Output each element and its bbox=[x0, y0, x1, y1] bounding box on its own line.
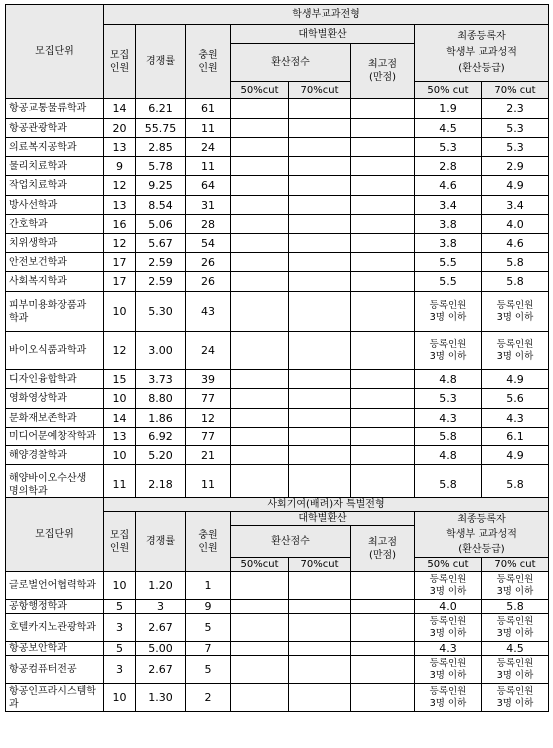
fill-value: 77 bbox=[186, 389, 231, 409]
max-score-cell bbox=[351, 600, 415, 614]
grade50-value: 5.5 bbox=[415, 272, 482, 292]
ratio-value: 9.25 bbox=[136, 176, 186, 196]
quota-value: 13 bbox=[104, 196, 136, 215]
fill-value: 43 bbox=[186, 292, 231, 332]
cut50-cell bbox=[231, 614, 289, 642]
unit-name: 작업치료학과 bbox=[6, 176, 104, 196]
grade50-value: 3.8 bbox=[415, 215, 482, 234]
cut50-cell bbox=[231, 99, 289, 119]
unit-name: 방사선학과 bbox=[6, 196, 104, 215]
unit-name: 해양경찰학과 bbox=[6, 446, 104, 465]
max-score-cell bbox=[351, 292, 415, 332]
unit-name: 안전보건학과 bbox=[6, 253, 104, 272]
cut50-cell bbox=[231, 157, 289, 176]
grade70-value: 5.8 bbox=[482, 272, 549, 292]
quota-value: 10 bbox=[104, 446, 136, 465]
fill-value: 5 bbox=[186, 614, 231, 642]
col-header-unit: 모집단위 bbox=[6, 5, 104, 99]
table-row bbox=[6, 99, 549, 119]
unit-name: 치위생학과 bbox=[6, 234, 104, 253]
cut50-header: 50%cut bbox=[231, 558, 289, 572]
col-header-fill: 충원 인원 bbox=[186, 512, 231, 572]
cut70-cell bbox=[289, 600, 351, 614]
ratio-value: 1.86 bbox=[136, 409, 186, 428]
fill-value: 31 bbox=[186, 196, 231, 215]
cut70-cell bbox=[289, 253, 351, 272]
grade70-value: 등록인원 3명 이하 bbox=[482, 572, 549, 600]
grade70-value: 5.8 bbox=[482, 600, 549, 614]
quota-value: 3 bbox=[104, 614, 136, 642]
cut70-cell bbox=[289, 446, 351, 465]
unit-name: 해양바이오수산생 명의학과 bbox=[6, 465, 104, 505]
cut50-cell bbox=[231, 234, 289, 253]
quota-value: 12 bbox=[104, 332, 136, 370]
admission-table-general bbox=[5, 4, 549, 505]
table-row bbox=[6, 370, 549, 389]
cut70-cell bbox=[289, 176, 351, 196]
unit-name: 공항행정학과 bbox=[6, 600, 104, 614]
cut50-cell bbox=[231, 600, 289, 614]
cut50-cell bbox=[231, 272, 289, 292]
quota-value: 14 bbox=[104, 99, 136, 119]
cut50-cell bbox=[231, 119, 289, 138]
final-registrant-header: 최종등록자 학생부 교과성적 (환산등급) bbox=[415, 512, 549, 558]
cut50-cell bbox=[231, 642, 289, 656]
grade70-value: 등록인원 3명 이하 bbox=[482, 292, 549, 332]
group-title: 사회기여(배려)자 특별전형 bbox=[104, 498, 549, 512]
ratio-value: 3.00 bbox=[136, 332, 186, 370]
grade70-value: 2.9 bbox=[482, 157, 549, 176]
cut70-cell bbox=[289, 196, 351, 215]
max-score-cell bbox=[351, 684, 415, 712]
cut70-cell bbox=[289, 119, 351, 138]
quota-value: 12 bbox=[104, 176, 136, 196]
quota-value: 20 bbox=[104, 119, 136, 138]
unit-name: 미디어문예창작학과 bbox=[6, 428, 104, 446]
grade50-header: 50% cut bbox=[415, 82, 482, 99]
quota-value: 13 bbox=[104, 138, 136, 157]
cut70-header: 70%cut bbox=[289, 82, 351, 99]
max-score-cell bbox=[351, 389, 415, 409]
col-header-unit: 모집단위 bbox=[6, 498, 104, 572]
grade70-value: 5.6 bbox=[482, 389, 549, 409]
ratio-value: 8.54 bbox=[136, 196, 186, 215]
grade70-value: 5.3 bbox=[482, 138, 549, 157]
unit-name: 항공컴퓨터전공 bbox=[6, 656, 104, 684]
unit-name: 의료복지공학과 bbox=[6, 138, 104, 157]
quota-value: 15 bbox=[104, 370, 136, 389]
cut50-cell bbox=[231, 138, 289, 157]
quota-value: 16 bbox=[104, 215, 136, 234]
fill-value: 61 bbox=[186, 99, 231, 119]
ratio-value: 3 bbox=[136, 600, 186, 614]
grade70-value: 5.3 bbox=[482, 119, 549, 138]
grade50-value: 4.8 bbox=[415, 446, 482, 465]
max-score-cell bbox=[351, 253, 415, 272]
max-score-cell bbox=[351, 446, 415, 465]
univ-conversion-header: 대학별환산 bbox=[231, 512, 415, 526]
quota-value: 10 bbox=[104, 572, 136, 600]
quota-value: 14 bbox=[104, 409, 136, 428]
cut50-cell bbox=[231, 389, 289, 409]
ratio-value: 6.92 bbox=[136, 428, 186, 446]
fill-value: 2 bbox=[186, 684, 231, 712]
final-registrant-header: 최종등록자 학생부 교과성적 (환산등급) bbox=[415, 25, 549, 82]
table-row bbox=[6, 332, 549, 370]
grade50-value: 5.3 bbox=[415, 389, 482, 409]
conversion-score-header: 환산점수 bbox=[231, 526, 351, 558]
fill-value: 64 bbox=[186, 176, 231, 196]
grade50-value: 4.3 bbox=[415, 409, 482, 428]
fill-value: 11 bbox=[186, 157, 231, 176]
quota-value: 5 bbox=[104, 600, 136, 614]
grade70-value: 4.0 bbox=[482, 215, 549, 234]
unit-name: 사회복지학과 bbox=[6, 272, 104, 292]
ratio-value: 5.30 bbox=[136, 292, 186, 332]
table-row bbox=[6, 642, 549, 656]
table-row bbox=[6, 684, 549, 712]
fill-value: 21 bbox=[186, 446, 231, 465]
fill-value: 5 bbox=[186, 656, 231, 684]
table-row bbox=[6, 446, 549, 465]
unit-name: 디자인융합학과 bbox=[6, 370, 104, 389]
cut70-cell bbox=[289, 684, 351, 712]
grade50-value: 등록인원 3명 이하 bbox=[415, 614, 482, 642]
max-score-cell bbox=[351, 409, 415, 428]
max-score-cell bbox=[351, 642, 415, 656]
cut70-header: 70%cut bbox=[289, 558, 351, 572]
ratio-value: 8.80 bbox=[136, 389, 186, 409]
grade50-value: 등록인원 3명 이하 bbox=[415, 332, 482, 370]
grade70-value: 등록인원 3명 이하 bbox=[482, 684, 549, 712]
ratio-value: 2.18 bbox=[136, 465, 186, 505]
cut50-cell bbox=[231, 332, 289, 370]
table-row bbox=[6, 428, 549, 446]
fill-value: 7 bbox=[186, 642, 231, 656]
fill-value: 11 bbox=[186, 119, 231, 138]
grade70-header: 70% cut bbox=[482, 558, 549, 572]
ratio-value: 2.85 bbox=[136, 138, 186, 157]
grade70-value: 4.9 bbox=[482, 176, 549, 196]
quota-value: 10 bbox=[104, 292, 136, 332]
fill-value: 11 bbox=[186, 465, 231, 505]
unit-name: 영화영상학과 bbox=[6, 389, 104, 409]
cut70-cell bbox=[289, 99, 351, 119]
grade70-value: 4.9 bbox=[482, 370, 549, 389]
unit-name: 글로벌언어협력학과 bbox=[6, 572, 104, 600]
grade50-value: 등록인원 3명 이하 bbox=[415, 292, 482, 332]
cut50-cell bbox=[231, 215, 289, 234]
col-header-quota: 모집 인원 bbox=[104, 25, 136, 99]
grade70-value: 5.8 bbox=[482, 253, 549, 272]
grade50-value: 4.5 bbox=[415, 119, 482, 138]
ratio-value: 5.20 bbox=[136, 446, 186, 465]
quota-value: 9 bbox=[104, 157, 136, 176]
cut50-cell bbox=[231, 572, 289, 600]
grade50-header: 50% cut bbox=[415, 558, 482, 572]
unit-name: 항공인프라시스템학과 bbox=[6, 684, 104, 712]
table-row bbox=[6, 215, 549, 234]
table-row bbox=[6, 253, 549, 272]
ratio-value: 5.67 bbox=[136, 234, 186, 253]
grade70-value: 4.5 bbox=[482, 642, 549, 656]
col-header-ratio: 경쟁률 bbox=[136, 25, 186, 99]
cut70-cell bbox=[289, 157, 351, 176]
max-score-cell bbox=[351, 138, 415, 157]
table-row bbox=[6, 119, 549, 138]
grade70-value: 등록인원 3명 이하 bbox=[482, 656, 549, 684]
cut70-cell bbox=[289, 215, 351, 234]
table-row bbox=[6, 292, 549, 332]
max-score-cell bbox=[351, 656, 415, 684]
cut50-cell bbox=[231, 196, 289, 215]
grade50-value: 3.4 bbox=[415, 196, 482, 215]
ratio-value: 1.30 bbox=[136, 684, 186, 712]
grade70-value: 4.3 bbox=[482, 409, 549, 428]
cut50-header: 50%cut bbox=[231, 82, 289, 99]
grade70-value: 5.8 bbox=[482, 465, 549, 505]
max-score-cell bbox=[351, 234, 415, 253]
fill-value: 9 bbox=[186, 600, 231, 614]
fill-value: 39 bbox=[186, 370, 231, 389]
max-score-cell bbox=[351, 99, 415, 119]
grade50-value: 5.5 bbox=[415, 253, 482, 272]
fill-value: 26 bbox=[186, 253, 231, 272]
grade70-value: 등록인원 3명 이하 bbox=[482, 332, 549, 370]
grade70-value: 3.4 bbox=[482, 196, 549, 215]
cut50-cell bbox=[231, 684, 289, 712]
table-row bbox=[6, 614, 549, 642]
grade50-value: 등록인원 3명 이하 bbox=[415, 684, 482, 712]
quota-value: 13 bbox=[104, 428, 136, 446]
quota-value: 3 bbox=[104, 656, 136, 684]
table-row bbox=[6, 409, 549, 428]
quota-value: 10 bbox=[104, 684, 136, 712]
max-score-cell bbox=[351, 215, 415, 234]
group-title: 학생부교과전형 bbox=[104, 5, 549, 25]
unit-name: 항공보안학과 bbox=[6, 642, 104, 656]
table-row bbox=[6, 157, 549, 176]
unit-name: 간호학과 bbox=[6, 215, 104, 234]
table-row bbox=[6, 272, 549, 292]
max-score-cell bbox=[351, 572, 415, 600]
col-header-fill: 충원 인원 bbox=[186, 25, 231, 99]
grade50-value: 3.8 bbox=[415, 234, 482, 253]
grade50-value: 4.6 bbox=[415, 176, 482, 196]
quota-value: 10 bbox=[104, 389, 136, 409]
cut50-cell bbox=[231, 409, 289, 428]
grade50-value: 등록인원 3명 이하 bbox=[415, 572, 482, 600]
cut70-cell bbox=[289, 332, 351, 370]
quota-value: 12 bbox=[104, 234, 136, 253]
fill-value: 26 bbox=[186, 272, 231, 292]
cut50-cell bbox=[231, 656, 289, 684]
ratio-value: 6.21 bbox=[136, 99, 186, 119]
cut70-cell bbox=[289, 409, 351, 428]
max-score-header: 최고점 (만점) bbox=[351, 526, 415, 572]
max-score-cell bbox=[351, 370, 415, 389]
cut50-cell bbox=[231, 292, 289, 332]
grade50-value: 4.3 bbox=[415, 642, 482, 656]
cut50-cell bbox=[231, 428, 289, 446]
cut70-cell bbox=[289, 234, 351, 253]
conversion-score-header: 환산점수 bbox=[231, 44, 351, 82]
grade70-value: 4.9 bbox=[482, 446, 549, 465]
grade50-value: 5.3 bbox=[415, 138, 482, 157]
ratio-value: 55.75 bbox=[136, 119, 186, 138]
grade70-value: 2.3 bbox=[482, 99, 549, 119]
max-score-cell bbox=[351, 428, 415, 446]
fill-value: 1 bbox=[186, 572, 231, 600]
table-row bbox=[6, 656, 549, 684]
cut50-cell bbox=[231, 370, 289, 389]
grade50-value: 2.8 bbox=[415, 157, 482, 176]
cut70-cell bbox=[289, 614, 351, 642]
max-score-header: 최고점 (만점) bbox=[351, 44, 415, 99]
ratio-value: 2.67 bbox=[136, 614, 186, 642]
cut70-cell bbox=[289, 389, 351, 409]
cut70-cell bbox=[289, 656, 351, 684]
unit-name: 항공관광학과 bbox=[6, 119, 104, 138]
cut50-cell bbox=[231, 253, 289, 272]
ratio-value: 5.78 bbox=[136, 157, 186, 176]
max-score-cell bbox=[351, 157, 415, 176]
quota-value: 11 bbox=[104, 465, 136, 505]
unit-name: 호텔카지노관광학과 bbox=[6, 614, 104, 642]
cut70-cell bbox=[289, 642, 351, 656]
max-score-cell bbox=[351, 332, 415, 370]
table-row bbox=[6, 196, 549, 215]
grade70-value: 4.6 bbox=[482, 234, 549, 253]
table-row bbox=[6, 234, 549, 253]
unit-name: 문화재보존학과 bbox=[6, 409, 104, 428]
ratio-value: 5.00 bbox=[136, 642, 186, 656]
cut70-cell bbox=[289, 370, 351, 389]
ratio-value: 5.06 bbox=[136, 215, 186, 234]
table-row bbox=[6, 600, 549, 614]
grade70-value: 6.1 bbox=[482, 428, 549, 446]
grade50-value: 4.8 bbox=[415, 370, 482, 389]
univ-conversion-header: 대학별환산 bbox=[231, 25, 415, 44]
cut70-cell bbox=[289, 572, 351, 600]
table-row bbox=[6, 176, 549, 196]
max-score-cell bbox=[351, 119, 415, 138]
quota-value: 5 bbox=[104, 642, 136, 656]
table-row bbox=[6, 389, 549, 409]
quota-value: 17 bbox=[104, 272, 136, 292]
max-score-cell bbox=[351, 272, 415, 292]
fill-value: 24 bbox=[186, 138, 231, 157]
max-score-cell bbox=[351, 196, 415, 215]
fill-value: 77 bbox=[186, 428, 231, 446]
grade50-value: 5.8 bbox=[415, 428, 482, 446]
ratio-value: 3.73 bbox=[136, 370, 186, 389]
fill-value: 54 bbox=[186, 234, 231, 253]
grade50-value: 등록인원 3명 이하 bbox=[415, 656, 482, 684]
fill-value: 24 bbox=[186, 332, 231, 370]
table-row bbox=[6, 572, 549, 600]
col-header-ratio: 경쟁률 bbox=[136, 512, 186, 572]
grade50-value: 4.0 bbox=[415, 600, 482, 614]
cut70-cell bbox=[289, 272, 351, 292]
ratio-value: 1.20 bbox=[136, 572, 186, 600]
grade50-value: 5.8 bbox=[415, 465, 482, 505]
max-score-cell bbox=[351, 176, 415, 196]
grade50-value: 1.9 bbox=[415, 99, 482, 119]
ratio-value: 2.59 bbox=[136, 272, 186, 292]
quota-value: 17 bbox=[104, 253, 136, 272]
grade70-header: 70% cut bbox=[482, 82, 549, 99]
fill-value: 12 bbox=[186, 409, 231, 428]
cut50-cell bbox=[231, 446, 289, 465]
unit-name: 항공교통물류학과 bbox=[6, 99, 104, 119]
unit-name: 바이오식품과학과 bbox=[6, 332, 104, 370]
col-header-quota: 모집 인원 bbox=[104, 512, 136, 572]
cut70-cell bbox=[289, 428, 351, 446]
unit-name: 물리치료학과 bbox=[6, 157, 104, 176]
admission-table-social bbox=[5, 497, 549, 712]
grade70-value: 등록인원 3명 이하 bbox=[482, 614, 549, 642]
cut50-cell bbox=[231, 176, 289, 196]
ratio-value: 2.59 bbox=[136, 253, 186, 272]
max-score-cell bbox=[351, 614, 415, 642]
cut70-cell bbox=[289, 138, 351, 157]
table-row bbox=[6, 138, 549, 157]
cut70-cell bbox=[289, 292, 351, 332]
ratio-value: 2.67 bbox=[136, 656, 186, 684]
unit-name: 피부미용화장품과 학과 bbox=[6, 292, 104, 332]
fill-value: 28 bbox=[186, 215, 231, 234]
